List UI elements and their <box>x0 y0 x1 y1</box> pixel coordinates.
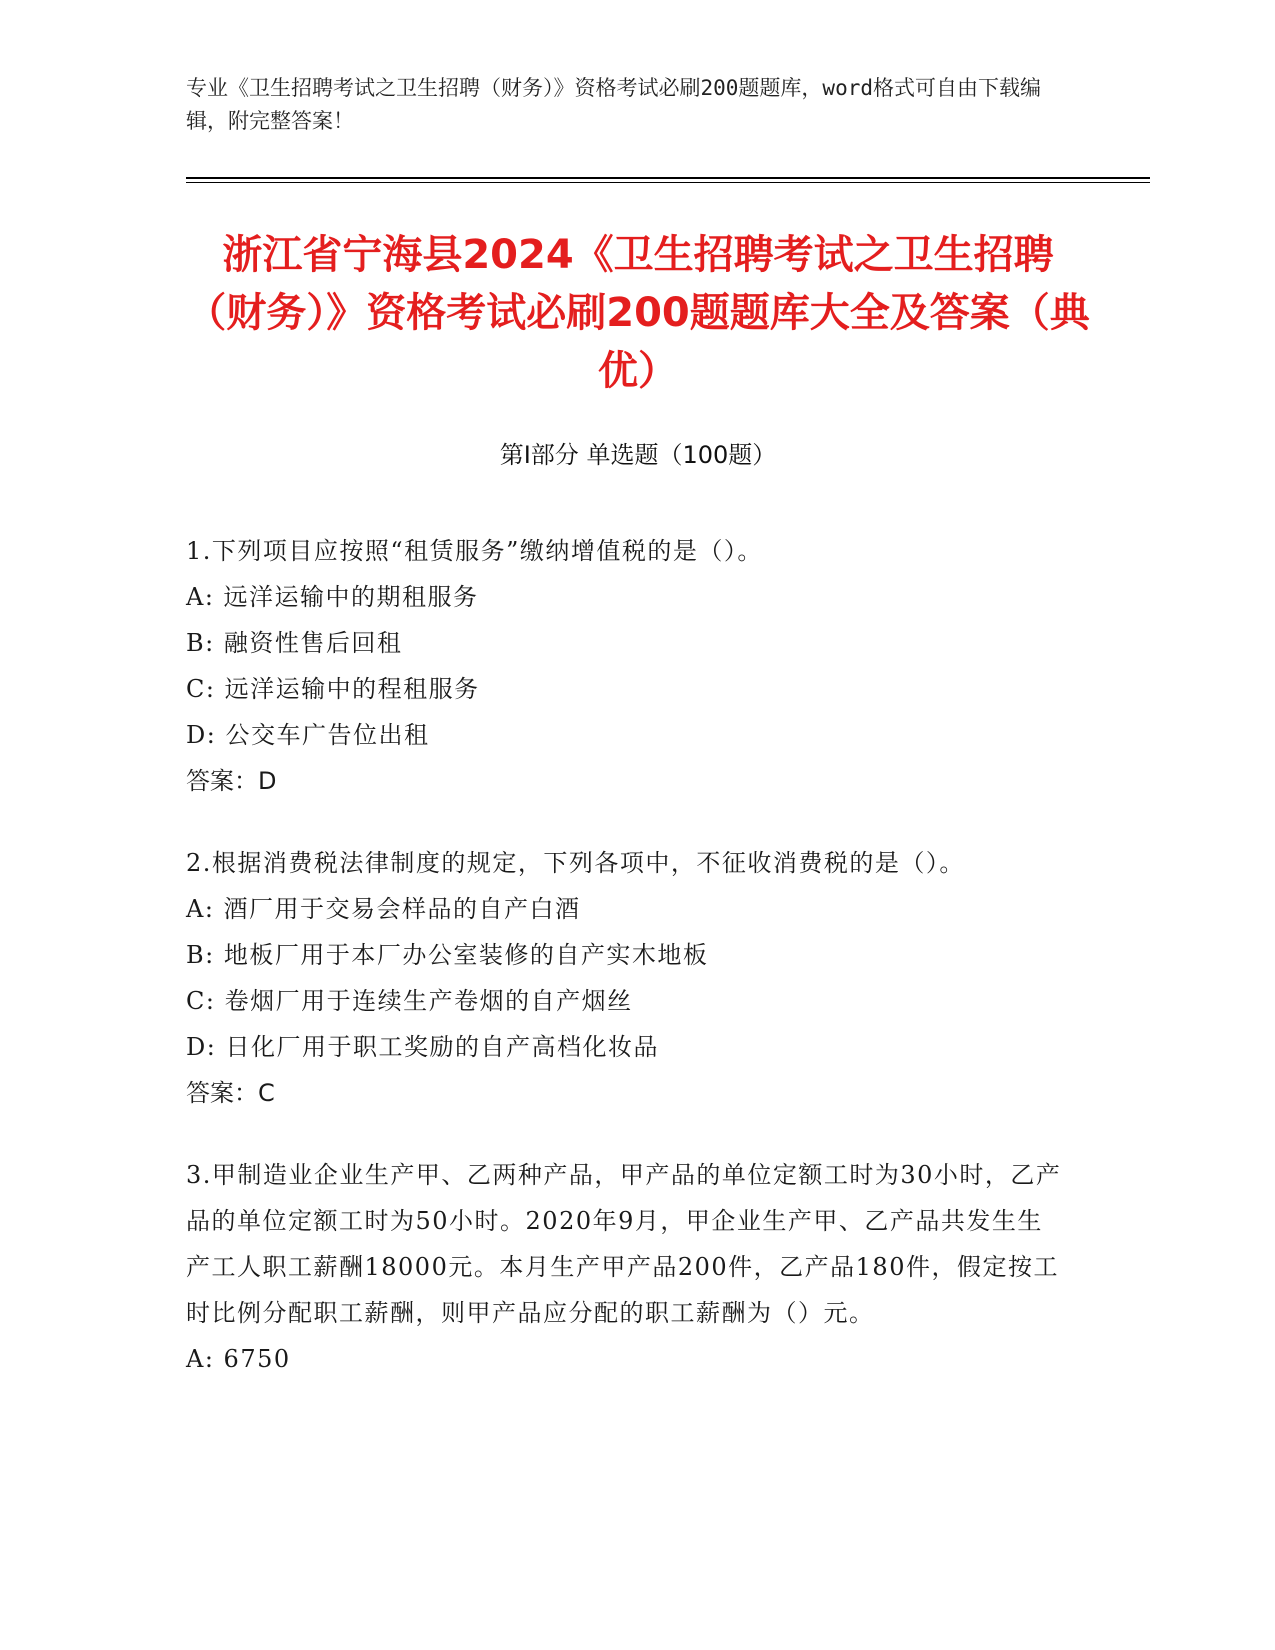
answer: 答案：D <box>186 767 277 795</box>
question-2 <box>186 840 1066 1116</box>
option-a: A: 远洋运输中的期租服务 <box>186 583 479 611</box>
header-note: 专业《卫生招聘考试之卫生招聘（财务）》资格考试必刷200题题库，word格式可自由下载编辑，附完整答案！ <box>186 76 1041 133</box>
option-c: C: 远洋运输中的程租服务 <box>186 675 480 703</box>
option-c: C: 卷烟厂用于连续生产卷烟的自产烟丝 <box>186 987 633 1015</box>
question-3 <box>186 1152 1066 1382</box>
answer: 答案：C <box>186 1079 275 1107</box>
question-stem: 3.甲制造业企业生产甲、乙两种产品，甲产品的单位定额工时为30小时，乙产品的单位定额工时为50小时。2020年9月，甲企业生产甲、乙产品共发生生产工人职工薪酬18000元。本月生产甲产品200件，乙产品180件，假定按工时比例分配职工薪酬，则甲产品应分配的职工薪酬为（）元。 <box>186 1161 1062 1327</box>
header-divider-thick <box>186 177 1150 179</box>
option-b: B: 地板厂用于本厂办公室装修的自产实木地板 <box>186 941 709 969</box>
option-b: B: 融资性售后回租 <box>186 629 403 657</box>
option-a: A: 酒厂用于交易会样品的自产白酒 <box>186 895 581 923</box>
header-divider-thin <box>186 182 1150 183</box>
question-list <box>186 528 1066 1418</box>
question-1 <box>186 528 1066 804</box>
option-d: D: 公交车广告位出租 <box>186 721 430 749</box>
question-stem: 2.根据消费税法律制度的规定，下列各项中，不征收消费税的是（）。 <box>186 849 965 877</box>
option-d: D: 日化厂用于职工奖励的自产高档化妆品 <box>186 1033 659 1061</box>
section-heading: 第I部分 单选题（100题） <box>499 441 777 469</box>
option-a: A: 6750 <box>186 1345 291 1373</box>
question-stem: 1.下列项目应按照“租赁服务”缴纳增值税的是（）。 <box>186 537 763 565</box>
document-title: 浙江省宁海县2024《卫生招聘考试之卫生招聘（财务）》资格考试必刷200题题库大全及答案（典优） <box>186 232 1090 394</box>
